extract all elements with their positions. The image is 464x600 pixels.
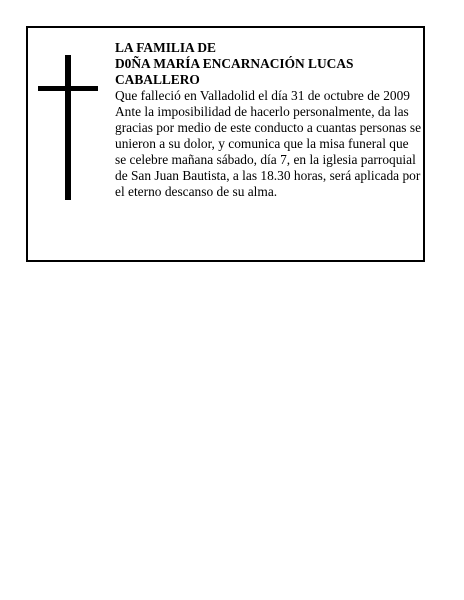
- notice-body: Ante la imposibilidad de hacerlo personalmente, da las gracias por medio de este conducto a cuantas personas se unieron a su dolor, y comunica que la misa funeral que se celebre mañana sábado, día 7, en la iglesia parroquial de San Juan Bautista, a las 18.30 horas, será aplicada por el eterno descanso de su alma.: [115, 104, 422, 199]
- heading-deceased-surname: CABALLERO: [115, 72, 200, 87]
- obituary-notice: [26, 26, 425, 262]
- cross-horizontal-bar: [38, 86, 98, 91]
- death-date-line: Que falleció en Valladolid el día 31 de octubre de 2009: [115, 88, 410, 103]
- cross-vertical-bar: [65, 55, 71, 200]
- heading-family: LA FAMILIA DE: [115, 40, 216, 55]
- cross-icon: [38, 55, 98, 200]
- heading-deceased-name: D0ÑA MARÍA ENCARNACIÓN LUCAS: [115, 56, 354, 71]
- notice-text: [115, 40, 421, 200]
